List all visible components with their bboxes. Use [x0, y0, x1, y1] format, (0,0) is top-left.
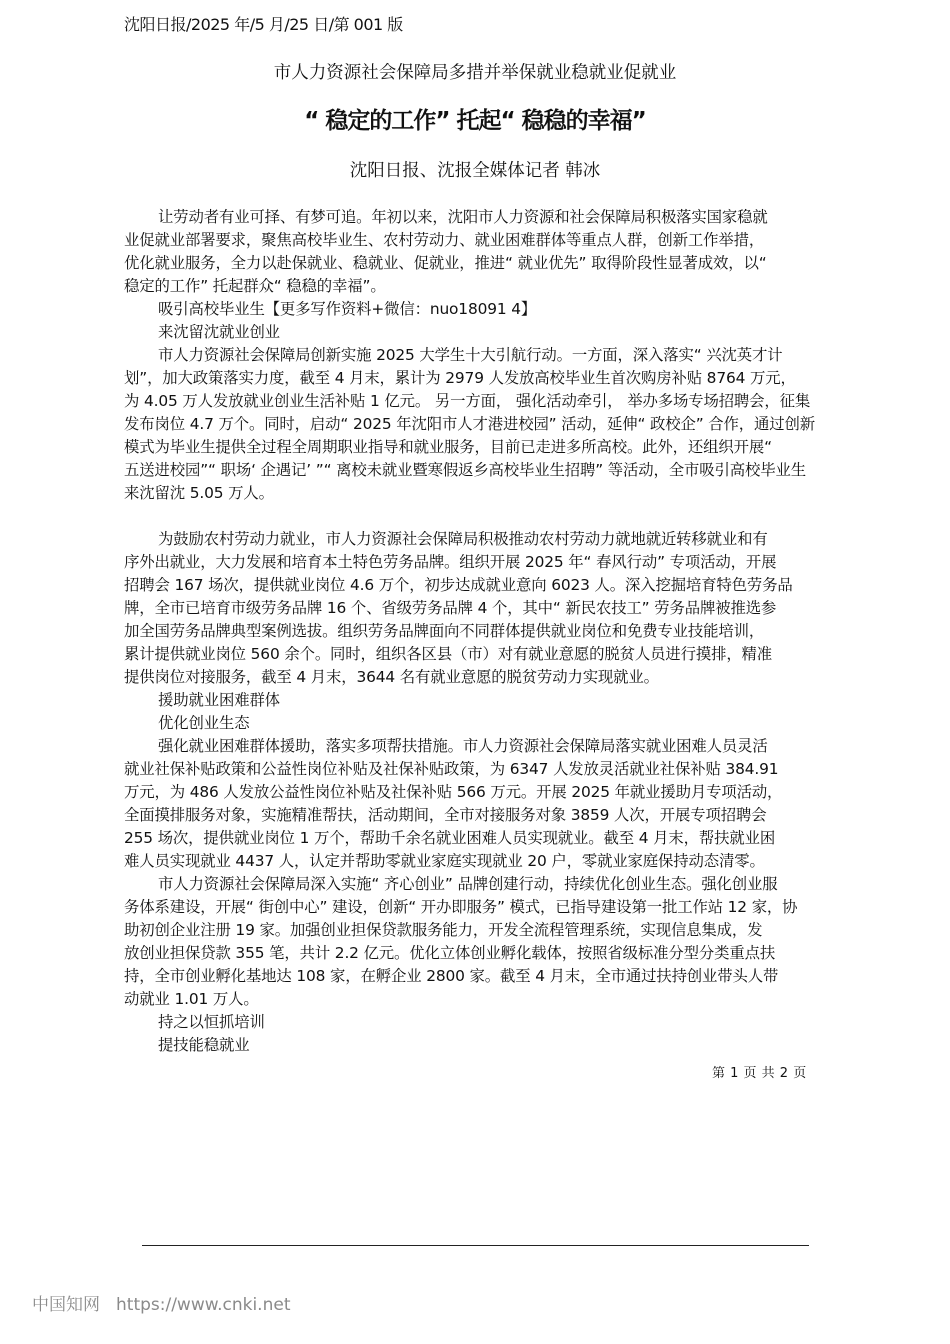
body-line: 持，全市创业孵化基地达 108 家，在孵企业 2800 家。截至 4 月末，全市通过扶持创业带头人带	[124, 967, 779, 985]
body-line: 提供岗位对接服务，截至 4 月末，3644 名有就业意愿的脱贫劳动力实现就业。	[124, 668, 659, 686]
body-line: 全面摸排服务对象，实施精准帮扶，活动期间，全市对接服务对象 3859 人次，开展专项招聘会	[124, 806, 767, 824]
publication-source: 沈阳日报/2025 年/5 月/25 日/第 001 版	[124, 15, 403, 34]
paragraph-spacer	[124, 505, 834, 528]
body-line: 来沈留沈就业创业	[158, 323, 280, 341]
body-line: 优化创业生态	[158, 714, 250, 732]
body-line: 难人员实现就业 4437 人，认定并帮助零就业家庭实现就业 20 户，零就业家庭保持动态清零。	[124, 852, 765, 870]
article-title: “ 稳定的工作” 托起“ 稳稳的幸福”	[304, 108, 646, 134]
footer-divider	[142, 1245, 809, 1246]
body-line: 让劳动者有业可择、有梦可追。年初以来，沈阳市人力资源和社会保障局积极落实国家稳就	[158, 208, 768, 226]
body-line: 提技能稳就业	[158, 1036, 250, 1054]
body-line: 吸引高校毕业生【更多写作资料+微信：nuo18091 4】	[158, 300, 537, 318]
body-line: 划”，加大政策落实力度，截至 4 月末，累计为 2979 人发放高校毕业生首次购房补贴 8764 万元，	[124, 369, 796, 387]
body-line: 累计提供就业岗位 560 余个。同时，组织各区县（市）对有就业意愿的脱贫人员进行摸排，精准	[124, 645, 773, 663]
body-line: 稳定的工作” 托起群众“ 稳稳的幸福”。	[124, 277, 386, 295]
body-line: 援助就业困难群体	[158, 691, 280, 709]
body-line: 强化就业困难群体援助，落实多项帮扶措施。市人力资源社会保障局落实就业困难人员灵活	[158, 737, 768, 755]
body-line: 放创业担保贷款 355 笔，共计 2.2 亿元。优化立体创业孵化载体，按照省级标准分型分类重点扶	[124, 944, 776, 962]
watermark-url[interactable]: https://www.cnki.net	[116, 1295, 291, 1315]
watermark-brand: 中国知网	[32, 1295, 100, 1315]
body-line: 为 4.05 万人发放就业创业生活补贴 1 亿元。 另一方面， 强化活动牵引， 举办多场专场招聘会，征集	[124, 392, 811, 410]
cnki-watermark	[32, 1293, 290, 1317]
body-line: 优化就业服务，全力以赴保就业、稳就业、促就业，推进“ 就业优先” 取得阶段性显著成效，以“	[124, 254, 767, 272]
body-line: 市人力资源社会保障局创新实施 2025 大学生十大引航行动。一方面，深入落实“ 兴沈英才计	[158, 346, 783, 364]
body-line: 发布岗位 4.7 万个。同时，启动“ 2025 年沈阳市人才港进校园” 活动，延伸“ 政校企” 合作，通过创新	[124, 415, 815, 433]
body-line: 持之以恒抓培训	[158, 1013, 265, 1031]
body-line: 五送进校园”“ 职场‘ 企遇记’ ”“ 离校未就业暨寒假返乡高校毕业生招聘” 等活动，全市吸引高校毕业生	[124, 461, 806, 479]
body-line: 模式为毕业生提供全过程全周期职业指导和就业服务，目前已走进多所高校。此外，还组织开展“	[124, 438, 772, 456]
body-line: 业促就业部署要求，聚焦高校毕业生、农村劳动力、就业困难群体等重点人群，创新工作举措，	[124, 231, 765, 249]
body-line: 牌，全市已培育市级劳务品牌 16 个、省级劳务品牌 4 个，其中“ 新民农技工” 劳务品牌被推选参	[124, 599, 777, 617]
body-line: 万元，为 486 人发放公益性岗位补贴及社保补贴 566 万元。开展 2025 年就业援助月专项活动，	[124, 783, 783, 801]
body-line: 招聘会 167 场次，提供就业岗位 4.6 万个，初步达成就业意向 6023 人。深入挖掘培育特色劳务品	[124, 576, 793, 594]
body-line: 为鼓励农村劳动力就业，市人力资源社会保障局积极推动农村劳动力就地就近转移就业和有	[158, 530, 768, 548]
body-line: 来沈留沈 5.05 万人。	[124, 484, 274, 502]
article-body	[124, 206, 834, 1057]
body-line: 助初创企业注册 19 家。加强创业担保贷款服务能力，开发全流程管理系统，实现信息集成，发	[124, 921, 763, 939]
body-line: 务体系建设，开展“ 街创中心” 建设，创新“ 开办即服务” 模式，已指导建设第一批工作站 12 家，协	[124, 898, 798, 916]
article-subtitle: 市人力资源社会保障局多措并举保就业稳就业促就业	[273, 63, 677, 83]
body-line: 255 场次，提供就业岗位 1 万个，帮助千余名就业困难人员实现就业。截至 4 月末，帮扶就业困	[124, 829, 776, 847]
page-number: 第 1 页 共 2 页	[712, 1066, 807, 1081]
body-line: 动就业 1.01 万人。	[124, 990, 259, 1008]
body-line: 市人力资源社会保障局深入实施“ 齐心创业” 品牌创建行动，持续优化创业生态。强化创业服	[158, 875, 778, 893]
article-byline: 沈阳日报、沈报全媒体记者 韩冰	[349, 161, 601, 181]
body-line: 序外出就业，大力发展和培育本土特色劳务品牌。组织开展 2025 年“ 春风行动” 专项活动，开展	[124, 553, 777, 571]
body-line: 就业社保补贴政策和公益性岗位补贴及社保补贴政策，为 6347 人发放灵活就业社保补贴 384.91	[124, 760, 779, 778]
body-line: 加全国劳务品牌典型案例选拔。组织劳务品牌面向不同群体提供就业岗位和免费专业技能培训，	[124, 622, 765, 640]
